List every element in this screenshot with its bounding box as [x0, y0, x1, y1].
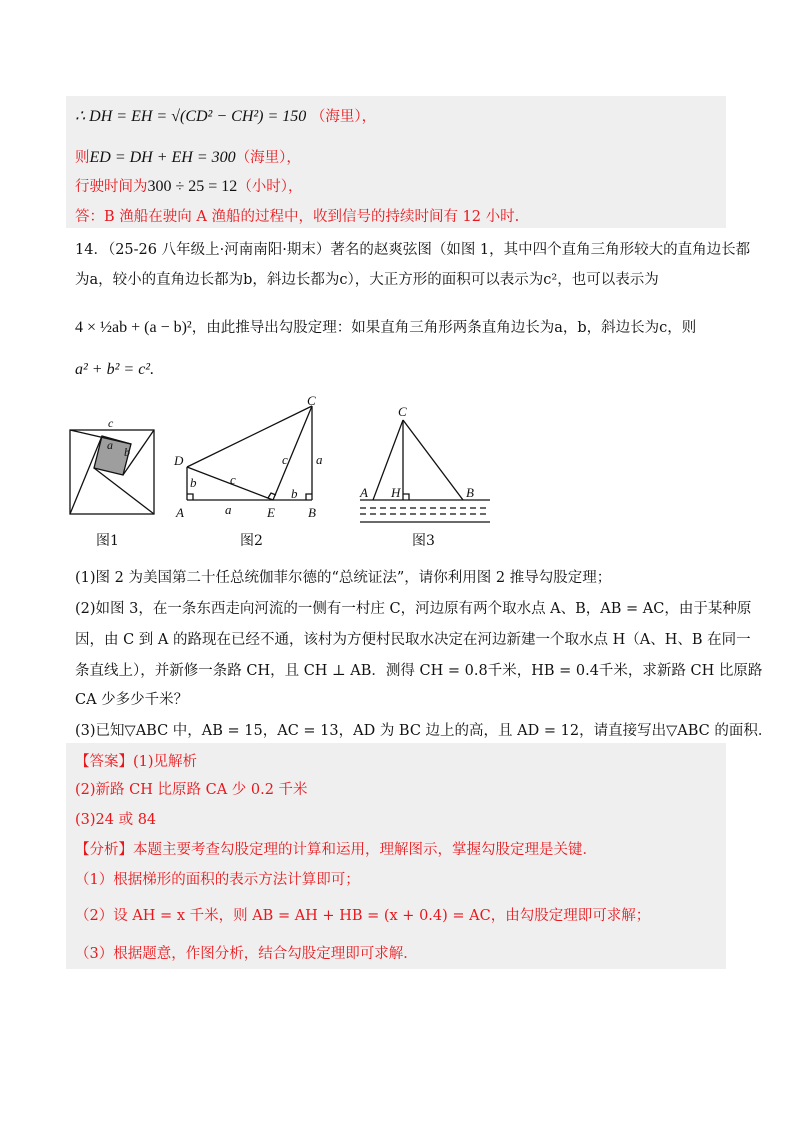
question-2-line-3: 条直线上），并新修一条路 CH，且 CH ⊥ AB．测得 CH = 0.8千米，HB = 0.4千米，求新路 CH 比原路 [75, 663, 763, 679]
fig2-label-c-right: c [282, 452, 288, 467]
solution-line-2: 则ED = DH + EH = 300（海里）， [75, 149, 301, 166]
question-2-line-1: (2)如图 3，在一条东西走向河流的一侧有一村庄 C，河边原有两个取水点 A、B，AB = AC，由于某种原 [75, 601, 752, 617]
question-2-line-4: CA 少多少千米？ [75, 692, 189, 708]
answer-2: (2)新路 CH 比原路 CA 少 0.2 千米 [75, 782, 308, 798]
question-2-line-2: 因，由 C 到 A 的路现在已经不通，该村为方便村民取水决定在河边新建一个取水点 H（A、H、B 在同一 [75, 632, 751, 648]
question-3: (3)已知▽ABC 中，AB = 15，AC = 13，AD 为 BC 边上的高，且 AD = 12，请直接写出▽ABC 的面积． [75, 723, 773, 739]
analysis-head: 【分析】本题主要考查勾股定理的计算和运用，理解图示，掌握勾股定理是关键． [75, 842, 597, 858]
fig3-label-C: C [398, 404, 407, 419]
question-1: (1)图 2 为美国第二十任总统伽菲尔德的“总统证法”，请你利用图 2 推导勾股定理； [75, 570, 612, 586]
fig2-label-a-right: a [316, 452, 323, 467]
fig2-label-a-bottom: a [225, 502, 232, 517]
fig3-caption: 图3 [412, 533, 435, 549]
solution-line-1: ∴ DH = EH = √(CD² − CH²) = 150 （海里）， [75, 108, 377, 125]
analysis-step-1: （1）根据梯形的面积的表示方法计算即可； [75, 872, 360, 888]
analysis-step-3: （3）根据题意，作图分析，结合勾股定理即可求解． [75, 946, 418, 962]
figures [60, 392, 500, 552]
fig2-label-C: C [307, 393, 316, 408]
fig2-label-D: D [174, 453, 184, 468]
analysis-step-2: （2）设 AH = x 千米，则 AB = AH + HB = (x + 0.4) = AC，由勾股定理即可求解； [75, 908, 651, 924]
answer-1: 【答案】(1)见解析 [75, 754, 198, 770]
problem-intro-1: 14．（25-26 八年级上·河南南阳·期末）著名的赵爽弦图（如图 1，其中四个直角三角形较大的直角边长都 [75, 242, 751, 258]
problem-intro-3: 4 × ½ab + (a − b)²，由此推导出勾股定理：如果直角三角形两条直角边长为a，b，斜边长为c，则 [75, 319, 697, 336]
problem-intro-2: 为a，较小的直角边长都为b，斜边长都为c），大正方形的面积可以表示为c²，也可以表示为 [75, 272, 659, 288]
fig3-label-H: H [391, 485, 401, 500]
fig2-caption: 图2 [240, 533, 263, 549]
fig3-label-B: B [466, 485, 474, 500]
fig3-diagram [360, 420, 490, 522]
figures-svg [60, 392, 500, 552]
fig1-caption: 图1 [96, 533, 119, 549]
fig2-label-b-right: b [291, 486, 298, 501]
fig1-label-c: c [108, 416, 114, 430]
fig2-label-b-left: b [190, 475, 197, 490]
fig2-label-c-diag: c [230, 472, 236, 487]
fig3-label-A: A [360, 485, 368, 500]
solution-line-3: 行驶时间为300 ÷ 25 = 12（小时）， [75, 178, 303, 195]
solution-conclusion: 答：B 渔船在驶向 A 渔船的过程中，收到信号的持续时间有 12 小时. [75, 209, 520, 225]
fig1-label-a: a [107, 438, 113, 452]
fig2-label-B: B [308, 505, 316, 520]
fig2-label-E: E [267, 505, 275, 520]
problem-intro-4: a² + b² = c². [75, 361, 155, 378]
fig1-label-b: b [124, 445, 130, 459]
fig2-label-A: A [176, 505, 184, 520]
answer-3: (3)24 或 84 [75, 812, 157, 828]
